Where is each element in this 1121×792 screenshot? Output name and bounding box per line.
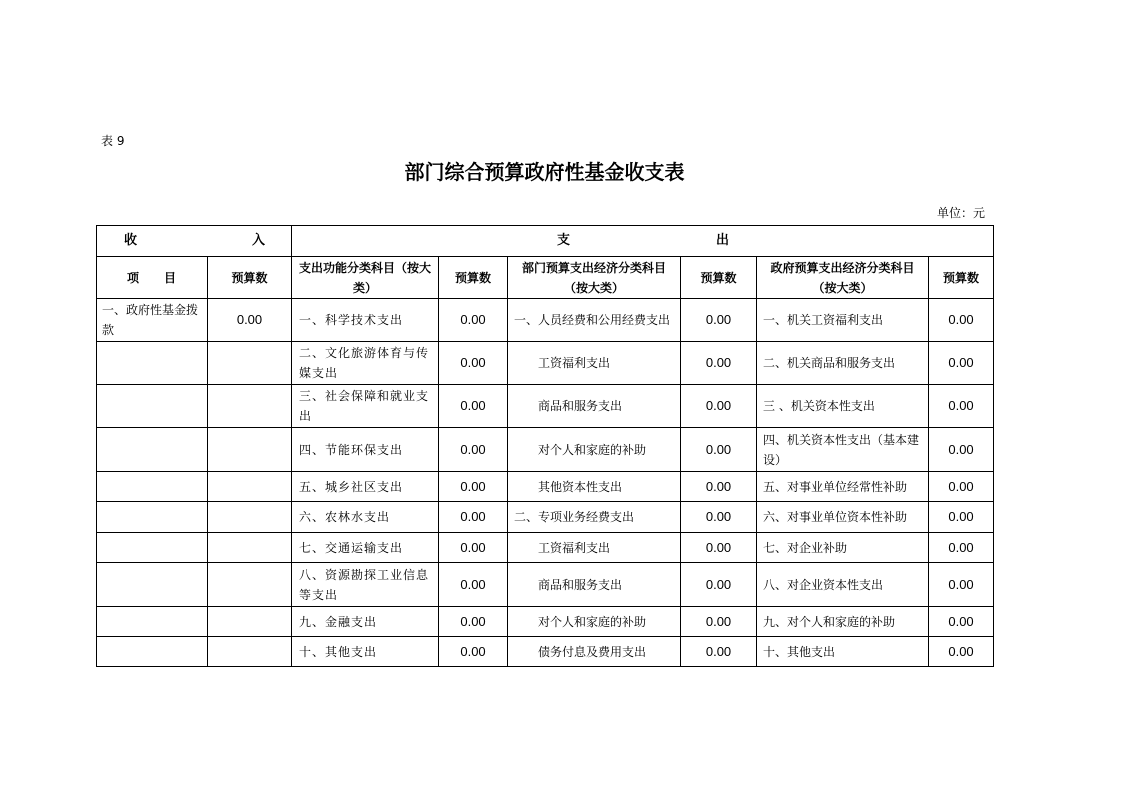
income-budget-cell — [208, 342, 292, 385]
income-item-cell — [97, 428, 208, 472]
gov-budget-cell: 0.00 — [929, 342, 994, 385]
dept-item-cell: 债务付息及费用支出 — [508, 637, 681, 667]
gov-budget-cell: 0.00 — [929, 563, 994, 607]
income-budget-cell — [208, 502, 292, 533]
gov-item-cell: 三 、机关资本性支出 — [757, 385, 929, 428]
dept-budget-cell: 0.00 — [681, 502, 757, 533]
table-row — [97, 502, 994, 533]
income-budget-cell — [208, 472, 292, 502]
dept-budget-cell: 0.00 — [681, 472, 757, 502]
gov-item-cell: 七、对企业补助 — [757, 533, 929, 563]
dept-budget-cell: 0.00 — [681, 342, 757, 385]
table-row — [97, 342, 994, 385]
unit-label: 单位：元 — [936, 206, 985, 220]
dept-item-header: 部门预算支出经济分类科目 （按大类） — [508, 257, 681, 299]
func-budget-cell: 0.00 — [439, 502, 508, 533]
income-item-cell — [97, 637, 208, 667]
income-item-header: 项目 — [97, 257, 208, 299]
func-item-cell: 二、文化旅游体育与传媒支出 — [292, 342, 439, 385]
table-row — [97, 563, 994, 607]
dept-budget-cell: 0.00 — [681, 299, 757, 342]
dept-budget-cell: 0.00 — [681, 563, 757, 607]
func-budget-cell: 0.00 — [439, 607, 508, 637]
gov-budget-cell: 0.00 — [929, 428, 994, 472]
budget-table — [96, 225, 994, 667]
dept-item-cell: 一、人员经费和公用经费支出 — [508, 299, 681, 342]
income-budget-cell — [208, 533, 292, 563]
group-header-row — [97, 226, 994, 257]
income-item-cell — [97, 472, 208, 502]
dept-item-cell: 其他资本性支出 — [508, 472, 681, 502]
func-item-cell: 一、科学技术支出 — [292, 299, 439, 342]
dept-item-cell: 工资福利支出 — [508, 342, 681, 385]
gov-budget-cell: 0.00 — [929, 607, 994, 637]
table-row — [97, 472, 994, 502]
func-budget-cell: 0.00 — [439, 428, 508, 472]
column-header-row — [97, 257, 994, 299]
func-item-cell: 十、其他支出 — [292, 637, 439, 667]
income-budget-header: 预算数 — [208, 257, 292, 299]
func-budget-cell: 0.00 — [439, 533, 508, 563]
func-budget-cell: 0.00 — [439, 637, 508, 667]
table-number-label: 表 9 — [101, 134, 125, 148]
func-item-cell: 七、交通运输支出 — [292, 533, 439, 563]
income-budget-cell — [208, 637, 292, 667]
gov-item-cell: 十、其他支出 — [757, 637, 929, 667]
dept-item-cell: 对个人和家庭的补助 — [508, 428, 681, 472]
gov-item-cell: 五、对事业单位经常性补助 — [757, 472, 929, 502]
func-budget-cell: 0.00 — [439, 342, 508, 385]
income-budget-cell — [208, 428, 292, 472]
gov-item-cell: 二、机关商品和服务支出 — [757, 342, 929, 385]
expense-group-header: 支出 — [292, 226, 994, 257]
gov-budget-cell: 0.00 — [929, 502, 994, 533]
func-item-cell: 五、城乡社区支出 — [292, 472, 439, 502]
gov-budget-cell: 0.00 — [929, 299, 994, 342]
table-row — [97, 299, 994, 342]
dept-budget-header: 预算数 — [681, 257, 757, 299]
gov-item-cell: 八、对企业资本性支出 — [757, 563, 929, 607]
dept-item-cell: 商品和服务支出 — [508, 563, 681, 607]
func-item-header: 支出功能分类科目（按大类） — [292, 257, 439, 299]
income-budget-cell — [208, 385, 292, 428]
gov-budget-cell: 0.00 — [929, 472, 994, 502]
income-item-cell — [97, 533, 208, 563]
table-row — [97, 385, 994, 428]
dept-budget-cell: 0.00 — [681, 428, 757, 472]
func-budget-cell: 0.00 — [439, 385, 508, 428]
gov-budget-header: 预算数 — [929, 257, 994, 299]
func-item-cell: 三、社会保障和就业支出 — [292, 385, 439, 428]
table-body — [97, 299, 994, 667]
func-item-cell: 四、节能环保支出 — [292, 428, 439, 472]
table-row — [97, 428, 994, 472]
dept-item-cell: 对个人和家庭的补助 — [508, 607, 681, 637]
func-budget-cell: 0.00 — [439, 472, 508, 502]
page-title: 部门综合预算政府性基金收支表 — [404, 160, 685, 184]
gov-item-cell: 六、对事业单位资本性补助 — [757, 502, 929, 533]
dept-budget-cell: 0.00 — [681, 637, 757, 667]
func-item-cell: 六、农林水支出 — [292, 502, 439, 533]
income-item-cell: 一、政府性基金拨款 — [97, 299, 208, 342]
income-budget-cell — [208, 563, 292, 607]
dept-budget-cell: 0.00 — [681, 385, 757, 428]
table-row — [97, 607, 994, 637]
func-budget-cell: 0.00 — [439, 563, 508, 607]
gov-item-cell: 九、对个人和家庭的补助 — [757, 607, 929, 637]
gov-item-cell: 一、机关工资福利支出 — [757, 299, 929, 342]
dept-budget-cell: 0.00 — [681, 607, 757, 637]
income-budget-cell: 0.00 — [208, 299, 292, 342]
gov-budget-cell: 0.00 — [929, 533, 994, 563]
gov-item-header: 政府预算支出经济分类科目 （按大类） — [757, 257, 929, 299]
income-item-cell — [97, 563, 208, 607]
income-item-cell — [97, 385, 208, 428]
income-item-cell — [97, 607, 208, 637]
func-budget-header: 预算数 — [439, 257, 508, 299]
income-item-cell — [97, 502, 208, 533]
gov-budget-cell: 0.00 — [929, 385, 994, 428]
income-item-cell — [97, 342, 208, 385]
dept-item-cell: 二、专项业务经费支出 — [508, 502, 681, 533]
dept-budget-cell: 0.00 — [681, 533, 757, 563]
func-budget-cell: 0.00 — [439, 299, 508, 342]
gov-item-cell: 四、机关资本性支出（基本建设） — [757, 428, 929, 472]
table-row — [97, 533, 994, 563]
dept-item-cell: 商品和服务支出 — [508, 385, 681, 428]
func-item-cell: 八、资源勘探工业信息等支出 — [292, 563, 439, 607]
table-row — [97, 637, 994, 667]
dept-item-cell: 工资福利支出 — [508, 533, 681, 563]
income-budget-cell — [208, 607, 292, 637]
func-item-cell: 九、金融支出 — [292, 607, 439, 637]
income-group-header: 收入 — [97, 226, 292, 257]
gov-budget-cell: 0.00 — [929, 637, 994, 667]
